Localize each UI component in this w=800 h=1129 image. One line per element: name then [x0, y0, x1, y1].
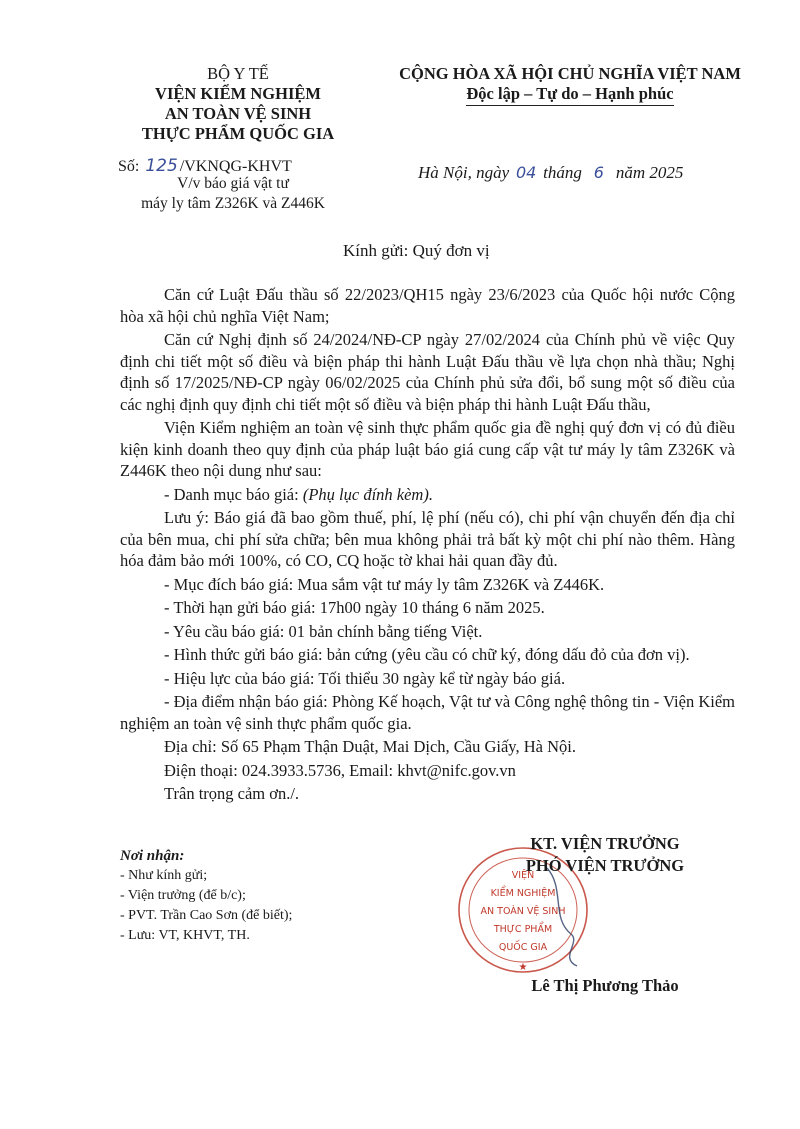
paragraph-contact: Điện thoại: 024.3933.5736, Email: khvt@nifc.gov.vn: [164, 760, 516, 780]
paragraph-location: - Địa điểm nhận báo giá: Phòng Kế hoạch, Vật tư và Công nghệ thông tin - Viện Kiểm nghiệm an toàn vệ sinh thực phẩm quốc gia.: [120, 692, 735, 733]
paragraph-quote-list: [120, 484, 735, 506]
document-number: [118, 156, 292, 176]
institute-line-2: AN TOÀN VỆ SINH: [164, 104, 312, 123]
recipient-item: - Như kính gửi;: [120, 868, 208, 883]
recipients-block: [120, 846, 420, 946]
institute-line-3: THỰC PHẨM QUỐC GIA: [141, 124, 335, 143]
subject-line-1: V/v báo giá vật tư: [177, 175, 289, 192]
signer-name: Lê Thị Phương Thảo: [531, 976, 679, 995]
signature-stroke-icon: [547, 868, 577, 966]
paragraph-legal-basis-1: Căn cứ Luật Đấu thầu số 22/2023/QH15 ngày 23/6/2023 của Quốc hội nước Cộng hòa xã hội chủ nghĩa Việt Nam;: [120, 285, 735, 326]
ministry-name: BỘ Y TẾ: [207, 64, 269, 83]
national-motto: Độc lập – Tự do – Hạnh phúc: [466, 84, 673, 106]
doc-number-handwritten: 125: [145, 156, 178, 176]
doc-number-prefix: Số:: [118, 158, 140, 175]
recipient-item: - Lưu: VT, KHVT, TH.: [120, 928, 250, 943]
recipient-item: - Viện trưởng (để b/c);: [120, 888, 246, 903]
paragraph-purpose: - Mục đích báo giá: Mua sắm vật tư máy ly tâm Z326K và Z446K.: [164, 574, 605, 594]
stamp-line-1: VIỆN: [511, 870, 535, 881]
subject-line-2: máy ly tâm Z326K và Z446K: [141, 195, 325, 212]
national-header: [370, 64, 770, 106]
recipients-title: Nơi nhận:: [120, 848, 185, 864]
paragraph-request: Viện Kiểm nghiệm an toàn vệ sinh thực phẩm quốc gia đề nghị quý đơn vị có đủ điều kiện kinh doanh theo quy định của pháp luật báo giá cung cấp vật tư máy ly tâm Z326K và Z446K theo nội dung như sau:: [120, 418, 735, 480]
doc-number-suffix: /VKNQG-KHVT: [179, 158, 292, 175]
paragraph-address: Địa chỉ: Số 65 Phạm Thận Duật, Mai Dịch, Cầu Giấy, Hà Nội.: [164, 737, 576, 756]
paragraph-note: Lưu ý: Báo giá đã bao gồm thuế, phí, lệ phí (nếu có), chi phí vận chuyển đến địa chỉ của bên mua, chi phí sửa chữa; bên mua không phải trả bất kỳ một chi phí nào thêm. Hàng hóa đảm bảo mới 100%, có CO, CQ hoặc tờ khai hải quan đầy đủ.: [120, 508, 735, 570]
stamp-line-2: KIỂM NGHIỆM: [490, 888, 556, 899]
date-year: năm 2025: [615, 163, 684, 182]
stamp-line-4: THỰC PHẨM: [493, 924, 553, 935]
paragraph-requirement: - Yêu cầu báo giá: 01 bản chính bằng tiếng Việt.: [164, 621, 483, 641]
paragraph-method: - Hình thức gửi báo giá: bản cứng (yêu cầu có chữ ký, đóng dấu đỏ của đơn vị).: [164, 645, 690, 664]
quote-list-appendix: (Phụ lục đính kèm).: [302, 484, 433, 504]
institute-line-1: VIỆN KIỂM NGHIỆM: [155, 84, 321, 103]
country-name: CỘNG HÒA XÃ HỘI CHỦ NGHĨA VIỆT NAM: [399, 64, 741, 83]
stamp-line-5: QUỐC GIA: [498, 942, 548, 953]
issuer-header: [108, 64, 368, 144]
date-month-label: tháng: [543, 163, 582, 182]
date-prefix: Hà Nội, ngày: [418, 163, 510, 182]
subject: [118, 174, 348, 214]
paragraph-validity: - Hiệu lực của báo giá: Tối thiểu 30 ngày kể từ ngày báo giá.: [164, 668, 566, 688]
date-line: [418, 163, 683, 183]
date-month: 6: [593, 163, 604, 182]
paragraph-legal-basis-2: Căn cứ Nghị định số 24/2024/NĐ-CP ngày 27/02/2024 của Chính phủ về việc Quy định chi tiết một số điều và biện pháp thi hành Luật Đấu thầu về lựa chọn nhà thầu; Nghị định số 17/2025/NĐ-CP ngày 06/02/2025 của Chính phủ sửa đổi, bổ sung một số điều của các nghị định quy định chi tiết một số điều và biện pháp thi hành Luật Đấu thầu,: [120, 330, 735, 414]
letter-body: [120, 284, 735, 807]
signature-role-2: PHÓ VIỆN TRƯỞNG: [525, 856, 685, 875]
quote-list-label: - Danh mục báo giá:: [164, 484, 303, 504]
recipient-item: - PVT. Trần Cao Sơn (để biết);: [120, 908, 293, 923]
salutation: Kính gửi: Quý đơn vị: [343, 241, 490, 260]
stamp-line-3: AN TOÀN VỆ SINH: [480, 906, 566, 917]
date-day: 04: [515, 163, 537, 182]
paragraph-deadline: - Thời hạn gửi báo giá: 17h00 ngày 10 tháng 6 năm 2025.: [164, 598, 545, 617]
signature-role-1: KT. VIỆN TRƯỞNG: [530, 834, 680, 853]
stamp-star-icon: ★: [518, 962, 528, 973]
paragraph-closing: Trân trọng cảm ơn./.: [164, 784, 300, 803]
